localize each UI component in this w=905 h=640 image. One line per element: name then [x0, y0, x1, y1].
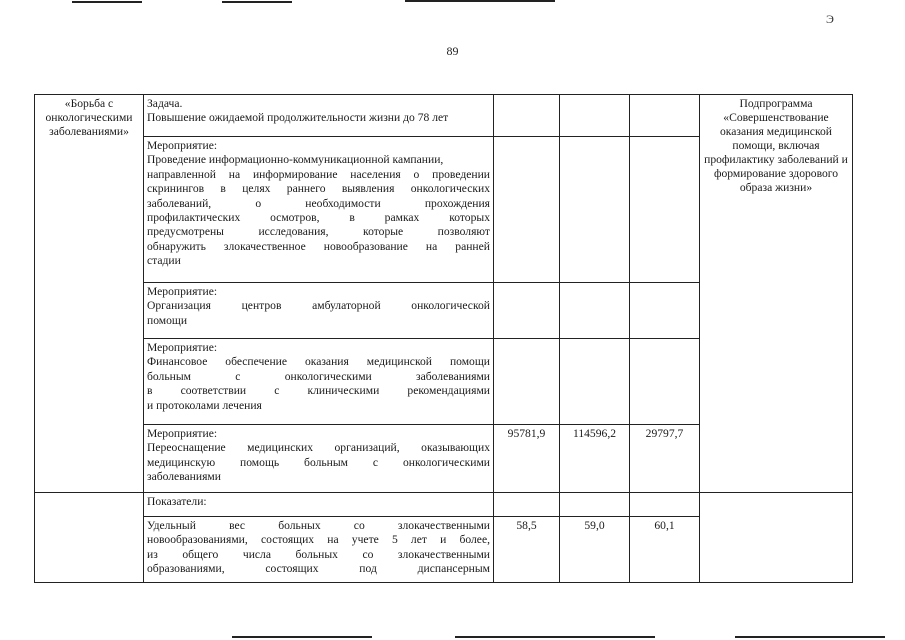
page-number: 89 [446, 44, 459, 58]
subprogram-title: Подпрограмма «Совершенствование оказания медицинской помощи, включая профилактику заболеваний и формирование здорового образа жизни» [704, 97, 848, 194]
empty-cell [560, 493, 630, 517]
row-text: образованиями, состоящих под диспансерным [147, 562, 490, 576]
program-title-cell [35, 95, 144, 493]
row-text: больным с онкологическими заболеваниями [147, 369, 490, 383]
scan-artifact-line [405, 0, 555, 2]
row-text: скринингов в целях раннего выявления онкологических [147, 182, 490, 196]
measure-cell [144, 137, 494, 283]
value-cell: 114596,2 [560, 425, 630, 493]
measure-cell [144, 283, 494, 339]
indicators-heading-cell [144, 493, 494, 517]
row-text: в соответствии с клиническими рекомендациями [147, 384, 490, 398]
row-text: профилактических осмотров, в рамках которых [147, 211, 490, 225]
value-cell [494, 95, 560, 137]
row-text: Финансовое обеспечение оказания медицинской помощи [147, 355, 490, 369]
value-cell [560, 283, 630, 339]
indicator-value-cell: 58,5 [494, 517, 560, 583]
value-cell: 95781,9 [494, 425, 560, 493]
row-text: заболеваний, о необходимости прохождения [147, 196, 490, 210]
value-cell [560, 95, 630, 137]
row-text: стадии [147, 254, 181, 268]
row-text: Переоснащение медицинских организаций, оказывающих [147, 441, 490, 455]
scan-artifact-line [72, 1, 142, 3]
indicator-cell [144, 517, 494, 583]
row-text: заболеваниями [147, 470, 221, 484]
value-cell [494, 137, 560, 283]
row-heading: Мероприятие: [147, 285, 218, 298]
indicators-heading-row [35, 493, 853, 517]
subprogram-cell [700, 95, 853, 493]
scan-artifact-line [232, 636, 372, 638]
task-cell [144, 95, 494, 137]
row-text: Повышение ожидаемой продолжительности жизни до 78 лет [147, 111, 449, 125]
value-cell [630, 95, 700, 137]
indicators-heading: Показатели: [147, 495, 207, 508]
empty-cell [494, 493, 560, 517]
row-heading: Мероприятие: [147, 427, 218, 440]
row-text: новообразованиями, состоящих на учете 5 лет и более, [147, 533, 490, 547]
scan-artifact-line [222, 1, 292, 3]
measure-cell [144, 339, 494, 425]
value-cell: 29797,7 [630, 425, 700, 493]
row-text: помощи [147, 313, 188, 327]
value-cell [630, 283, 700, 339]
value-cell [630, 339, 700, 425]
empty-subprogram-cell [700, 493, 853, 583]
measure-cell [144, 425, 494, 493]
row-text: направленной на информирование населения о проведении [147, 167, 490, 181]
program-title: «Борьба с онкологическими заболеваниями» [45, 97, 133, 138]
empty-program-cell [35, 493, 144, 583]
value-cell [494, 339, 560, 425]
row-text: Удельный вес больных со злокачественными [147, 519, 490, 532]
value-cell [494, 283, 560, 339]
indicator-value-cell: 59,0 [560, 517, 630, 583]
row-text: предусмотрены исследования, которые позволяют [147, 225, 490, 239]
row-text: обнаружить злокачественное новообразование на ранней [147, 239, 490, 253]
scan-artifact-line [735, 636, 885, 638]
row-text: Проведение информационно-коммуникационной кампании, [147, 153, 444, 167]
indicator-value-cell: 60,1 [630, 517, 700, 583]
scan-artifact-line [455, 636, 655, 638]
row-heading: Мероприятие: [147, 139, 218, 152]
row-text: из общего числа больных со злокачественными [147, 547, 490, 561]
row-text: Организация центров амбулаторной онкологической [147, 299, 490, 313]
empty-cell [630, 493, 700, 517]
corner-mark: Э [826, 12, 834, 26]
value-cell [630, 137, 700, 283]
task-row [35, 95, 853, 137]
value-cell [560, 137, 630, 283]
row-text: и протоколами лечения [147, 398, 262, 412]
row-text: медицинскую помощь больным с онкологическими [147, 455, 490, 469]
program-table [34, 94, 853, 583]
row-heading: Мероприятие: [147, 341, 218, 354]
value-cell [560, 339, 630, 425]
row-heading: Задача. [147, 97, 183, 110]
